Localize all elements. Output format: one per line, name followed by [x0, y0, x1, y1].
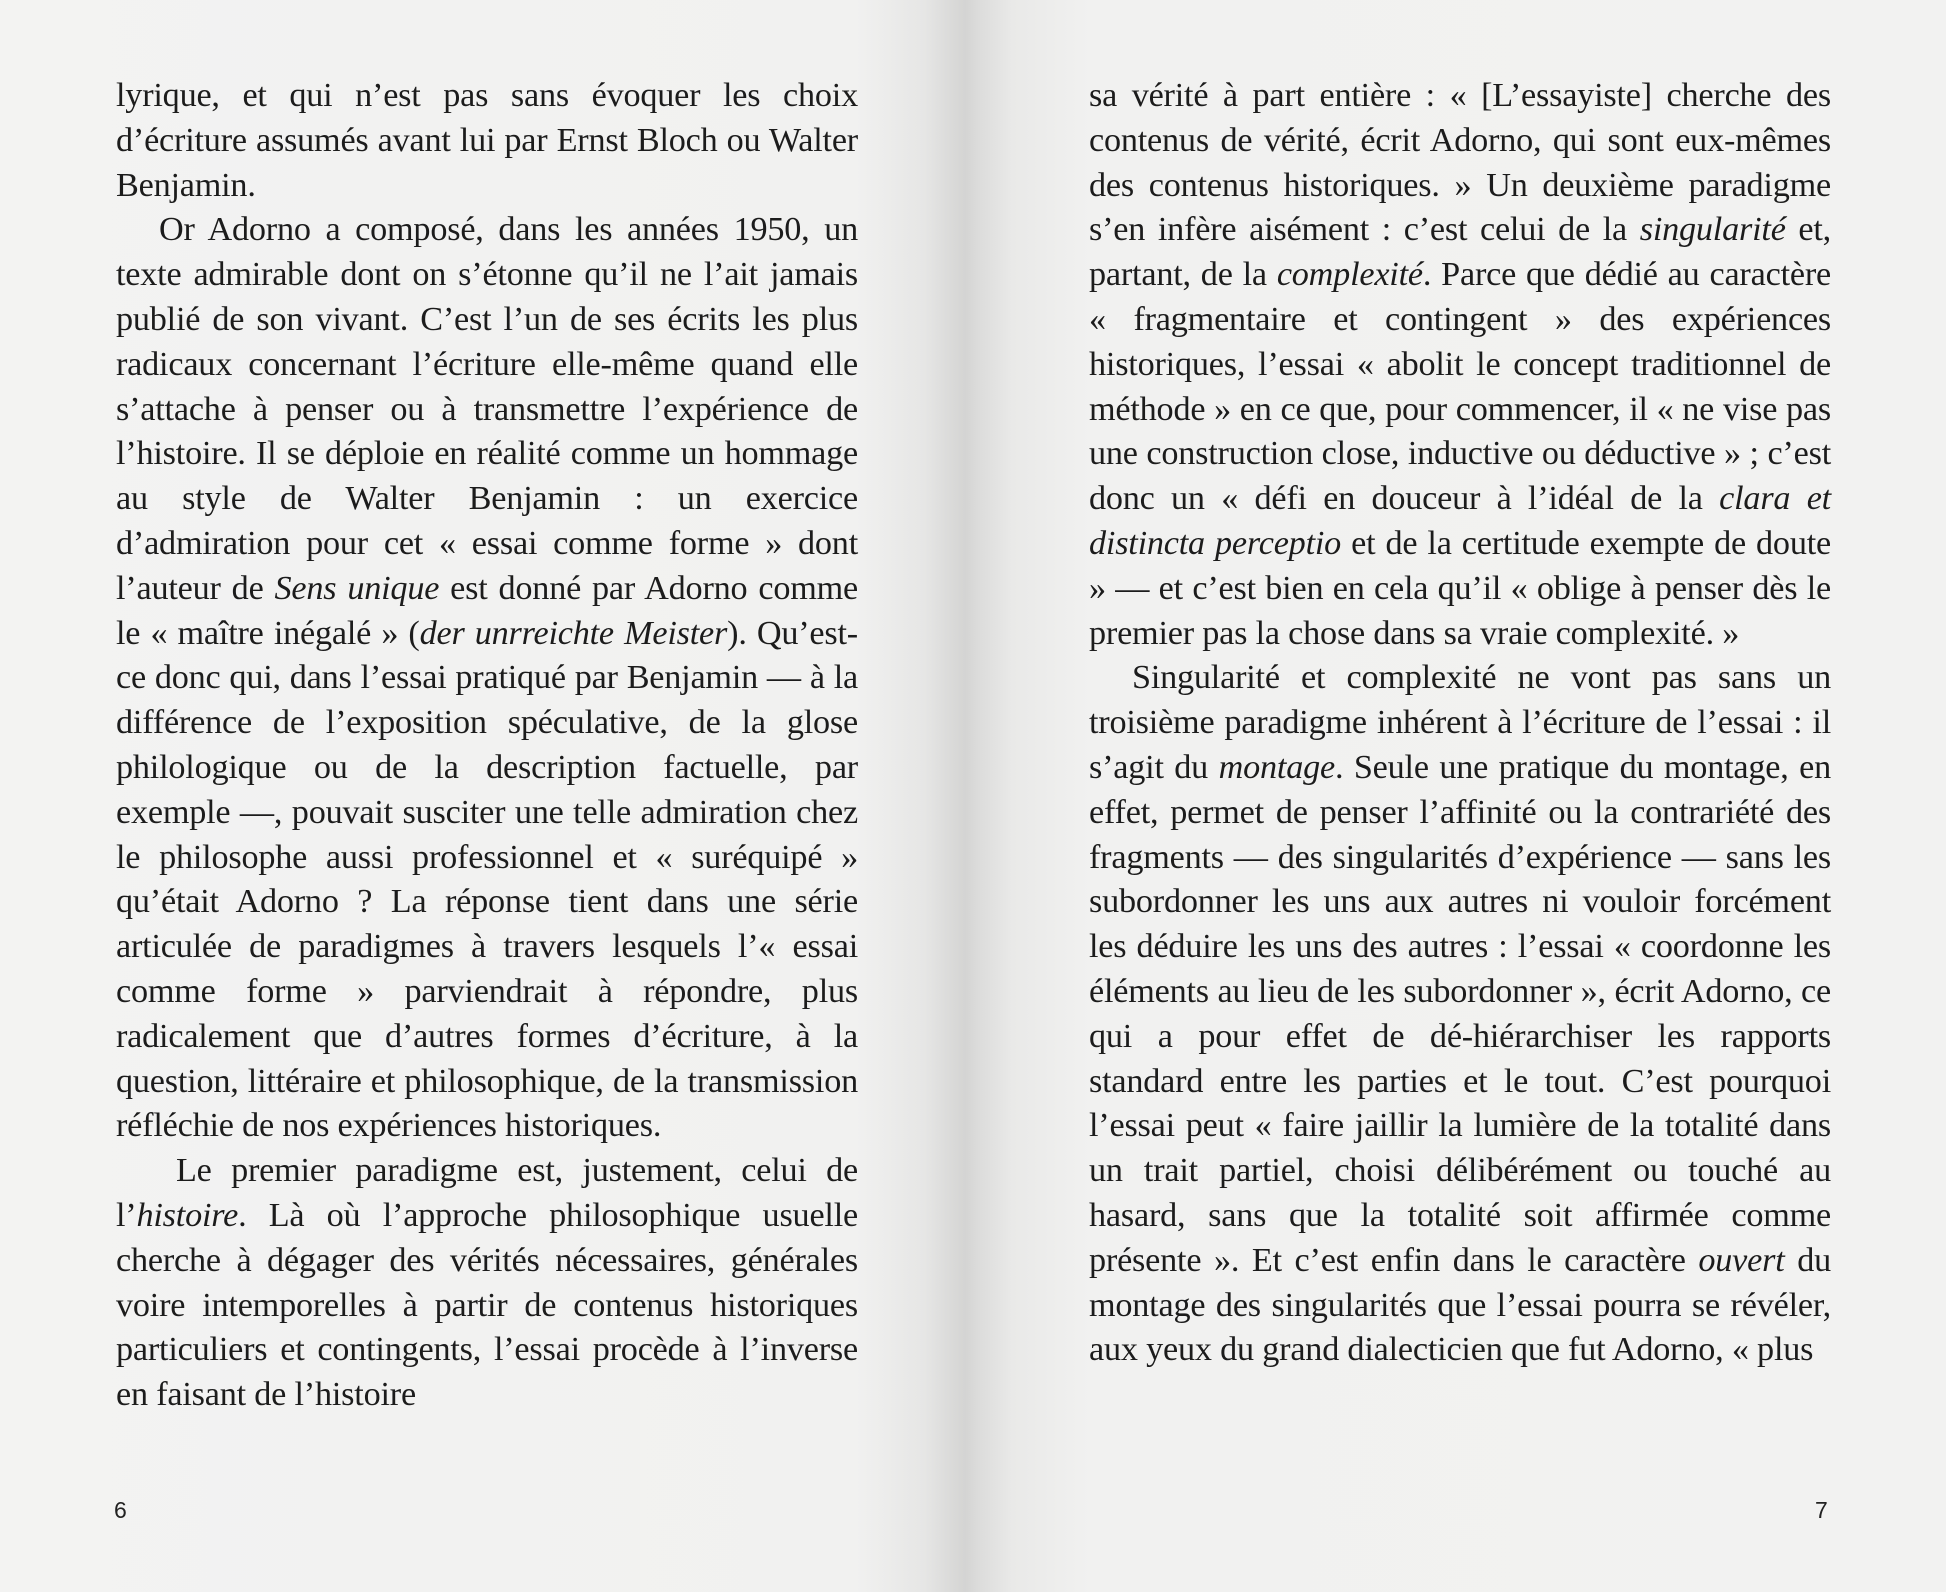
italic-quote: der unrreichte Meister	[419, 614, 728, 652]
left-page	[116, 74, 858, 1418]
right-page	[1089, 74, 1831, 1373]
page-number: 6	[114, 1497, 127, 1523]
paragraph: Or Adorno a composé, dans les années 1950, un texte admirable dont on s’étonne qu’il ne l’ait jamais publié de son vivant. C’est l’un de ses écrits les plus radicaux concernant l’écriture elle-même quand elle s’attache à penser ou à transmettre l’expérience de l’histoire. Il se déploie en réalité comme un hommage au style de Walter Benjamin : un exercice d’admiration pour cet « essai comme forme » dont l’auteur de Sens unique est donné par Adorno comme le « maître inégalé » (der unrreichte Meister). Qu’est-ce donc qui, dans l’essai pratiqué par Benjamin — à la différence de l’exposition spéculative, de la glose philologique ou de la description factuelle, par exemple —, pouvait susciter une telle admiration chez le philosophe aussi professionnel et « suréquipé » qu’était Adorno ? La réponse tient dans une série articulée de paradigmes à travers lesquels l’« essai comme forme » parviendrait à répondre, plus radicalement que d’autres formes d’écriture, à la question, littéraire et philosophique, de la transmission réfléchie de nos expériences historiques.	[116, 211, 859, 1145]
italic-term: singularité	[1639, 211, 1786, 249]
page-number: 7	[1815, 1497, 1828, 1523]
italic-title: Sens unique	[274, 569, 440, 607]
italic-term: ouvert	[1698, 1241, 1785, 1279]
italic-term: complexité	[1276, 256, 1423, 294]
paragraph: sa vérité à part entière : « [L’essayiste] cherche des contenus de vérité, écrit Adorno, qui sont eux-mêmes des contenus historiques. » Un deuxième paradigme s’en infère aisément : c’est celui de la singularité et, partant, de la complexité. Parce que dédié au caractère « fragmentaire et contingent » des expériences historiques, l’essai « abolit le concept traditionnel de méthode » en ce que, pour commencer, il « ne vise pas une construction close, inductive ou déductive » ; c’est donc un « défi en douceur à l’idéal de la clara et distincta perceptio et de la certitude exempte de doute » — et c’est bien en cela qu’il « oblige à penser dès le premier pas la chose dans sa vraie complexité. »	[1089, 77, 1832, 652]
paragraph: Singularité et complexité ne vont pas sans un troisième paradigme inhérent à l’écriture de l’essai : il s’agit du montage. Seule une pratique du montage, en effet, permet de penser l’affinité ou la contrariété des fragments — des singularités d’expérience — sans les subordonner les uns aux autres ni vouloir forcément les déduire les uns des autres : l’essai « coordonne les éléments au lieu de les subordonner », écrit Adorno, ce qui a pour effet de dé-hiérarchiser les rapports standard entre les parties et le tout. C’est pourquoi l’essai peut « faire jaillir la lumière de la totalité dans un trait partiel, choisi délibérément ou touché au hasard, sans que la totalité soit affirmée comme présente ». Et c’est enfin dans le caractère ouvert du montage des singularités que l’essai pourra se révéler, aux yeux du grand dialecticien que fut Adorno, « plus	[1089, 659, 1831, 1369]
paragraph: lyrique, et qui n’est pas sans évoquer les choix d’écriture assumés avant lui par Ernst Bloch ou Walter Benjamin.	[116, 77, 858, 204]
italic-term: montage	[1218, 748, 1335, 786]
paragraph: Le premier paradigme est, justement, celui de l’histoire. Là où l’approche philosophique usuelle cherche à dégager des vérités nécessaires, générales voire intemporelles à partir de contenus historiques particuliers et contingents, l’essai procède à l’inverse en faisant de l’histoire	[116, 1152, 858, 1414]
italic-latin: clara et distincta perceptio	[1089, 480, 1831, 562]
italic-term: histoire	[136, 1196, 239, 1234]
